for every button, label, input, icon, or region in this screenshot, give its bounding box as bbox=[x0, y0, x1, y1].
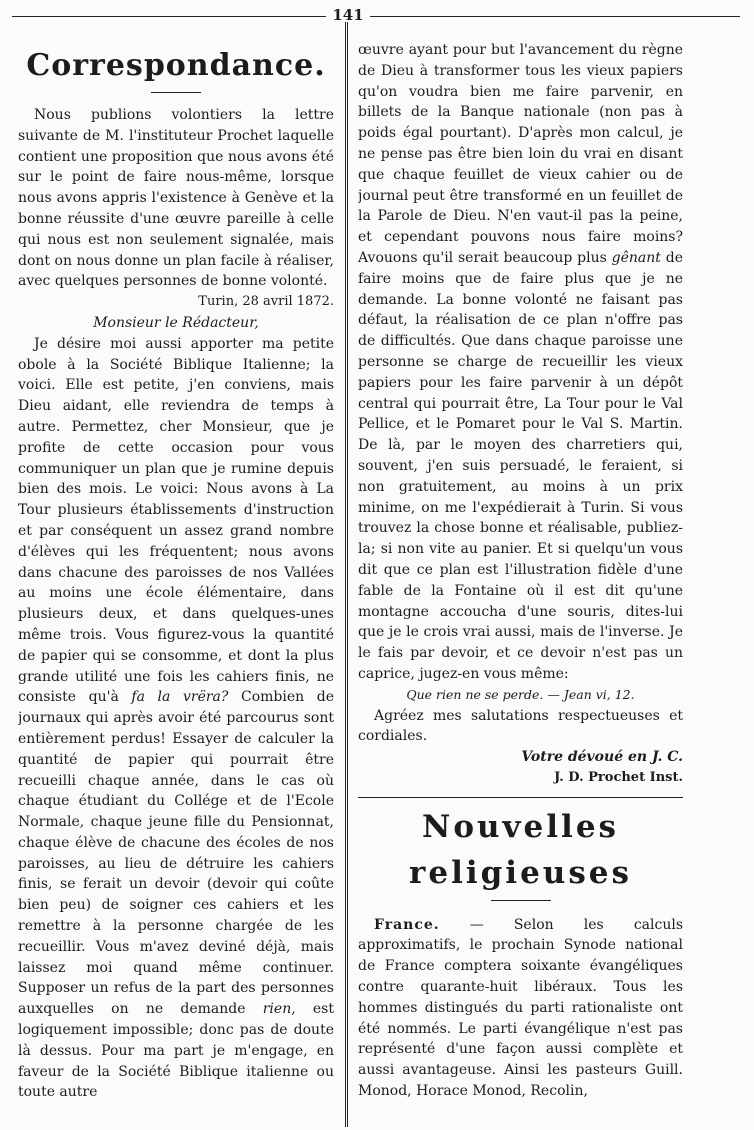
letter-text-b: Combien de journaux qui après avoir été parcourus sont entièrement perdus! Essayer de calculer la quantité de papier qui pourrait être recueilli chaque année, dans le cas où chaque étudiant du Collége et de l'Ecole Normale, chaque jeune fille du Pensionnat, chaque élève de chacune des écoles de nos paroisses, au lieu de détruire les cahiers finis, se ferait un devoir (devoir qui coûte bien peu) de soigner ces cahiers et les remettre à la personne chargée de les recueillir. Vous m'avez deviné déjà, mais laissez moi quand même continuer. Supposer un refus de la part des personnes auxquelles on ne demande bbox=[18, 689, 334, 1018]
letter-body-left bbox=[18, 334, 334, 1103]
salutation: Monsieur le Rédacteur, bbox=[93, 314, 259, 331]
page-number: 141 bbox=[332, 6, 364, 24]
dialect-phrase: fa la vrëra? bbox=[131, 689, 229, 706]
news-title-france: France. bbox=[374, 916, 440, 933]
column-divider bbox=[345, 22, 348, 1127]
dateline: Turin, 28 avril 1872. bbox=[198, 294, 334, 310]
left-column bbox=[18, 38, 334, 1103]
page-header bbox=[12, 6, 740, 30]
news-body-france: — Selon les calculs approximatifs, le prochain Synode national de France comptera soixante évangéliques contre quarante-huit libéraux. Tous les hommes distingués du parti rationaliste ont été nommés. Le parti évangélique n'est pas représenté d'une façon aussi complète et aussi avantageuse. Ainsi les pasteurs Guill. Monod, Horace Monod, Recolin, bbox=[358, 916, 683, 1100]
editor-intro: Nous publions volontiers la lettre suivante de M. l'instituteur Prochet laquelle contient une proposition que nous avons été sur le point de faire nous-même, lorsque nous avons appris l'existence à Genève et la bonne réussite d'une œuvre pareille à celle qui nous est non seulement signalée, mais dont on nous donne un plan facile à réaliser, avec quelques personnes de bonne volonté. bbox=[18, 107, 334, 290]
letter-text-e: de faire moins que de faire plus que je ne demande. La bonne volonté ne faisant pas défaut, la réalisation de ce plan n'offre pas de difficultés. Que dans chaque paroisse une personne se charge de recueillir les vieux papiers pour les faire parvenir à un dépôt central qui pourrait être, La Tour pour le Val Pellice, et le Pomaret pour le Val S. Martin. De là, par le moyen des charretiers qui, souvent, j'en suis persuadé, le feraient, si non gratuitement, au moins à un prix minime, on me l'expédierait à Turin. Si vous trouvez la chose bonne et réalisable, publiez-la; si non vite au panier. Et si quelqu'un vous dit que ce plan est l'illustration fidèle d'une fable de la Fontaine où il est dit qu'une montagne accoucha d'une souris, dites-lui que je le crois vrai aussi, mais de l'inverse. Je le fais par devoir, et ce devoir n'est pas un caprice, jugez-en vous même: bbox=[358, 249, 683, 682]
section-separator bbox=[358, 797, 683, 798]
letter-body-right bbox=[358, 40, 683, 685]
correspondance-heading: Correspondance. bbox=[26, 48, 326, 83]
signature-line-1: Votre dévoué en J. C. bbox=[521, 749, 683, 766]
nouvelles-heading: Nouvelles religieuses bbox=[409, 808, 632, 891]
scripture-quote: Que rien ne se perde. — Jean vi, 12. bbox=[406, 686, 635, 702]
heading-dash-2 bbox=[491, 900, 551, 901]
header-rule-left bbox=[12, 16, 326, 17]
emphasis-rien: rien bbox=[262, 1001, 292, 1018]
header-rule-right bbox=[370, 16, 740, 17]
emphasis-genant: gênant bbox=[611, 249, 661, 266]
letter-text-d: œuvre ayant pour but l'avancement du règne de Dieu à transformer tous les vieux papiers qu'on voudra bien me faire parvenir, en billets de la Banque nationale (non pas à poids égal pourtant). D'après mon calcul, je ne pense pas être bien loin du vrai en disant que chaque feuillet de vieux cahier ou de journal peut être transformé en un feuillet de la Parole de Dieu. N'en vaut-il pas la peine, et cependant pouvons nous faire moins? Avouons qu'il serait beaucoup plus bbox=[358, 42, 683, 266]
closing-salutation: Agréez mes salutations respectueuses et cordiales. bbox=[358, 707, 683, 745]
letter-text-a: Je désire moi aussi apporter ma petite obole à la Société Biblique Italienne; la voici. Elle est petite, j'en conviens, mais Dieu aidant, elle reviendra de temps à autre. Permettez, cher Monsieur, que je profite de cette occasion pour vous communiquer un plan que je rumine depuis bien des mois. Le voici: Nous avons à La Tour plusieurs établissements d'instruction et par conséquent un assez grand nombre d'élèves qui les fréquentent; nous avons dans chacune des paroisses de nos Vallées au moins une école élémentaire, dans plusieurs deux, et dans quelques-unes même trois. Vous figurez-vous la quantité de papier qui se consomme, et dont la plus grande utilité une fois les cahiers finis, ne consiste qu'à bbox=[18, 335, 334, 706]
news-france bbox=[358, 915, 683, 1102]
letter-text-c: , est logiquement impossible; donc pas de doute là dessus. Pour ma part je m'engage, en faveur de la Société Biblique italienne ou toute autre bbox=[18, 1001, 334, 1101]
heading-dash bbox=[151, 92, 201, 93]
right-column bbox=[358, 40, 683, 1102]
signature-line-2: J. D. Prochet Inst. bbox=[554, 769, 683, 785]
